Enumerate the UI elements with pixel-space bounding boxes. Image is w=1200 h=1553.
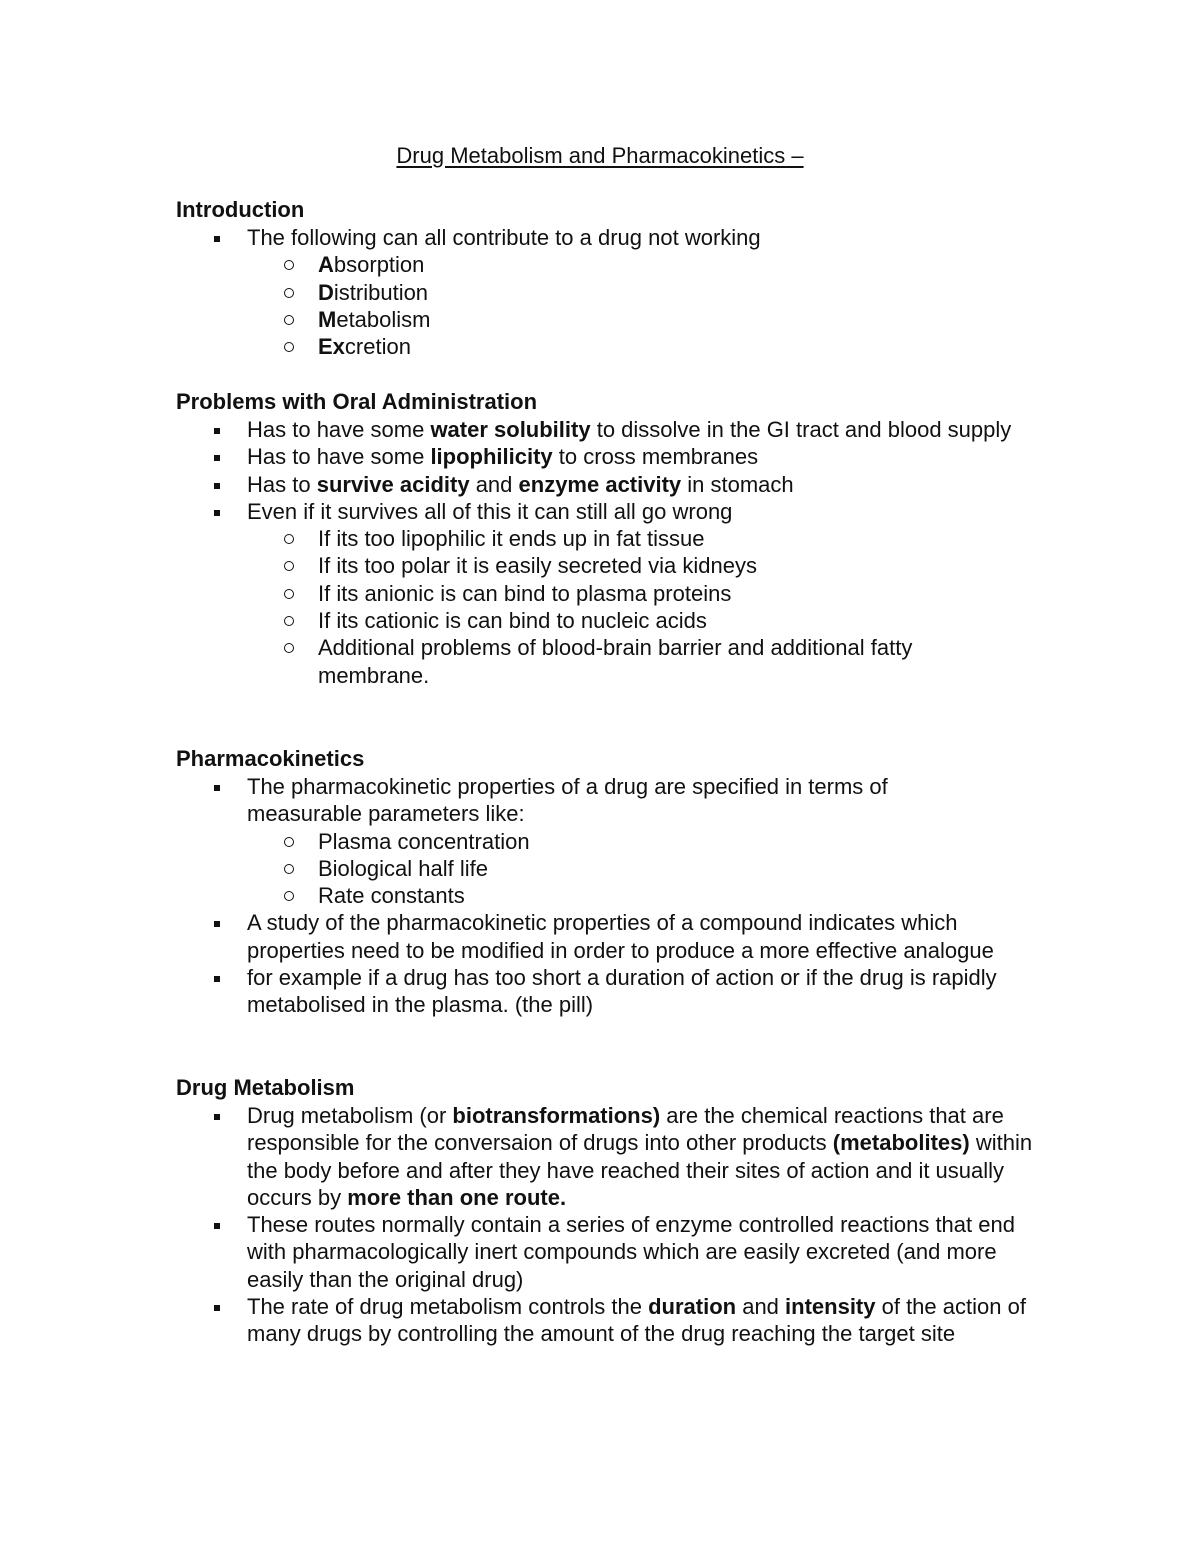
section-heading: Problems with Oral Administration [176, 389, 538, 414]
list-item: Has to have some lipophilicity to cross membranes [176, 443, 1036, 470]
circle-bullet-icon [284, 837, 294, 847]
list-item: Distribution [176, 279, 1036, 306]
list-item: Rate constants [176, 882, 936, 909]
section-introduction [176, 196, 1036, 360]
list-item: Additional problems of blood-brain barrier and additional fatty membrane. [176, 634, 1036, 689]
square-bullet-icon [214, 921, 220, 927]
circle-bullet-icon [284, 561, 294, 571]
list-item: Biological half life [176, 855, 936, 882]
circle-bullet-icon [284, 342, 294, 352]
list-item: Has to survive acidity and enzyme activity in stomach [176, 471, 1036, 498]
square-bullet-icon [214, 510, 220, 516]
circle-bullet-icon [284, 643, 294, 653]
list-item: The rate of drug metabolism controls the duration and intensity of the action of many drugs by controlling the amount of the drug reaching the target site [176, 1293, 1036, 1348]
document-title: Drug Metabolism and Pharmacokinetics – [396, 143, 804, 168]
circle-bullet-icon [284, 315, 294, 325]
square-bullet-icon [214, 785, 220, 791]
list-item: A study of the pharmacokinetic properties of a compound indicates which properties need to be modified in order to produce a more effective analogue [176, 909, 1036, 964]
list-item: Excretion [176, 333, 1036, 360]
list-item: for example if a drug has too short a duration of action or if the drug is rapidly metabolised in the plasma. (the pill) [176, 964, 1036, 1019]
circle-bullet-icon [284, 891, 294, 901]
list-item: Drug metabolism (or biotransformations) are the chemical reactions that are responsible for the conversaion of drugs into other products (metabolites) within the body before and after they have reached their sites of action and it usually occurs by more than one route. [176, 1102, 1036, 1211]
list-item: If its too lipophilic it ends up in fat tissue [176, 525, 1036, 552]
circle-bullet-icon [284, 288, 294, 298]
circle-bullet-icon [284, 589, 294, 599]
list-item: Metabolism [176, 306, 1036, 333]
circle-bullet-icon [284, 260, 294, 270]
section-pharmacokinetics [176, 745, 1036, 1019]
square-bullet-icon [214, 455, 220, 461]
square-bullet-icon [214, 483, 220, 489]
square-bullet-icon [214, 428, 220, 434]
section-drug-metabolism [176, 1074, 1036, 1348]
circle-bullet-icon [284, 534, 294, 544]
square-bullet-icon [214, 976, 220, 982]
list-item: If its anionic is can bind to plasma proteins [176, 580, 1036, 607]
list-item: If its too polar it is easily secreted via kidneys [176, 552, 1036, 579]
square-bullet-icon [214, 1223, 220, 1229]
section-heading: Introduction [176, 197, 305, 222]
list-item: Even if it survives all of this it can still all go wrong If its too lipophilic it ends up in fat tissue If its too polar it is easily secreted via kidneys If its anionic is can bind to plasma proteins If its cationic is can bind to nucleic acids Additional problems of blood-brain barrier and additional fatty membrane. [176, 498, 1036, 689]
section-oral-administration [176, 388, 1036, 689]
circle-bullet-icon [284, 616, 294, 626]
list-item: Absorption [176, 251, 1036, 278]
circle-bullet-icon [284, 864, 294, 874]
list-item: The pharmacokinetic properties of a drug are specified in terms of measurable parameters like: Plasma concentration Biological half life Rate constants [176, 773, 1036, 909]
square-bullet-icon [214, 236, 220, 242]
list-item: Plasma concentration [176, 828, 936, 855]
section-heading: Drug Metabolism [176, 1075, 355, 1100]
section-heading: Pharmacokinetics [176, 746, 365, 771]
list-item: The following can all contribute to a drug not working Absorption Distribution Metabolism Excretion [176, 224, 1036, 360]
list-item: These routes normally contain a series of enzyme controlled reactions that end with pharmacologically inert compounds which are easily excreted (and more easily than the original drug) [176, 1211, 1036, 1293]
square-bullet-icon [214, 1305, 220, 1311]
list-item: Has to have some water solubility to dissolve in the GI tract and blood supply [176, 416, 1036, 443]
square-bullet-icon [214, 1114, 220, 1120]
list-item: If its cationic is can bind to nucleic acids [176, 607, 1036, 634]
